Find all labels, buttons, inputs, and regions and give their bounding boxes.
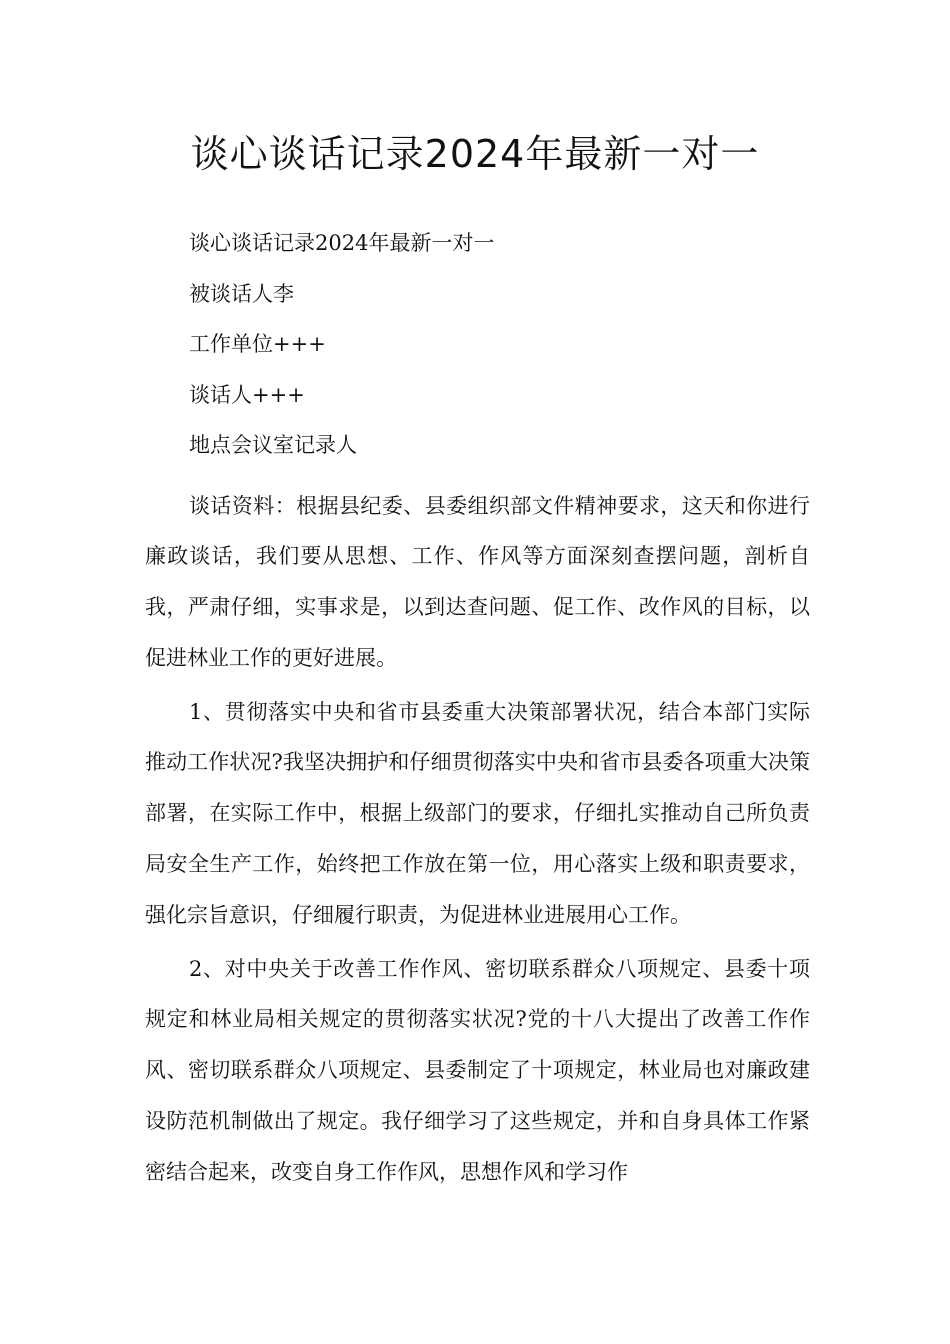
document-title: 谈心谈话记录2024年最新一对一 bbox=[190, 132, 760, 176]
document-body bbox=[145, 228, 810, 1201]
paragraph-item-1: 1、贯彻落实中央和省市县委重大决策部署状况，结合本部门实际推动工作状况?我坚决拥护和仔细贯彻落实中央和省市县委各项重大决策部署，在实际工作中，根据上级部门的要求，仔细扎实推动自己所负责局安全生产工作，始终把工作放在第一位，用心落实上级和职责要求，强化宗旨意识，仔细履行职责，为促进林业进展用心工作。 bbox=[145, 699, 810, 927]
interviewer-line: 谈话人+++ bbox=[189, 382, 305, 407]
work-unit-line: 工作单位+++ bbox=[189, 332, 326, 356]
interviewee-line: 被谈话人李 bbox=[189, 281, 294, 306]
paragraph-item-2: 2、对中央关于改善工作作风、密切联系群众八项规定、县委十项规定和林业局相关规定的贯彻落实状况?党的十八大提出了改善工作作风、密切联系群众八项规定、县委制定了十项规定，林业局也对廉政建设防范机制做出了规定。我仔细学习了这些规定，并和自身具体工作紧密结合起来，改变自身工作作风，思想作风和学习作 bbox=[145, 956, 810, 1184]
subtitle-line: 谈心谈话记录2024年最新一对一 bbox=[189, 231, 495, 255]
location-recorder-line: 地点会议室记录人 bbox=[189, 433, 357, 457]
paragraph-content: 谈话资料：根据县纪委、县委组织部文件精神要求，这天和你进行廉政谈话，我们要从思想、工作、作风等方面深刻查摆问题，剖析自我，严肃仔细，实事求是，以到达查问题、促工作、改作风的目标，以促进林业工作的更好进展。 bbox=[145, 493, 810, 670]
